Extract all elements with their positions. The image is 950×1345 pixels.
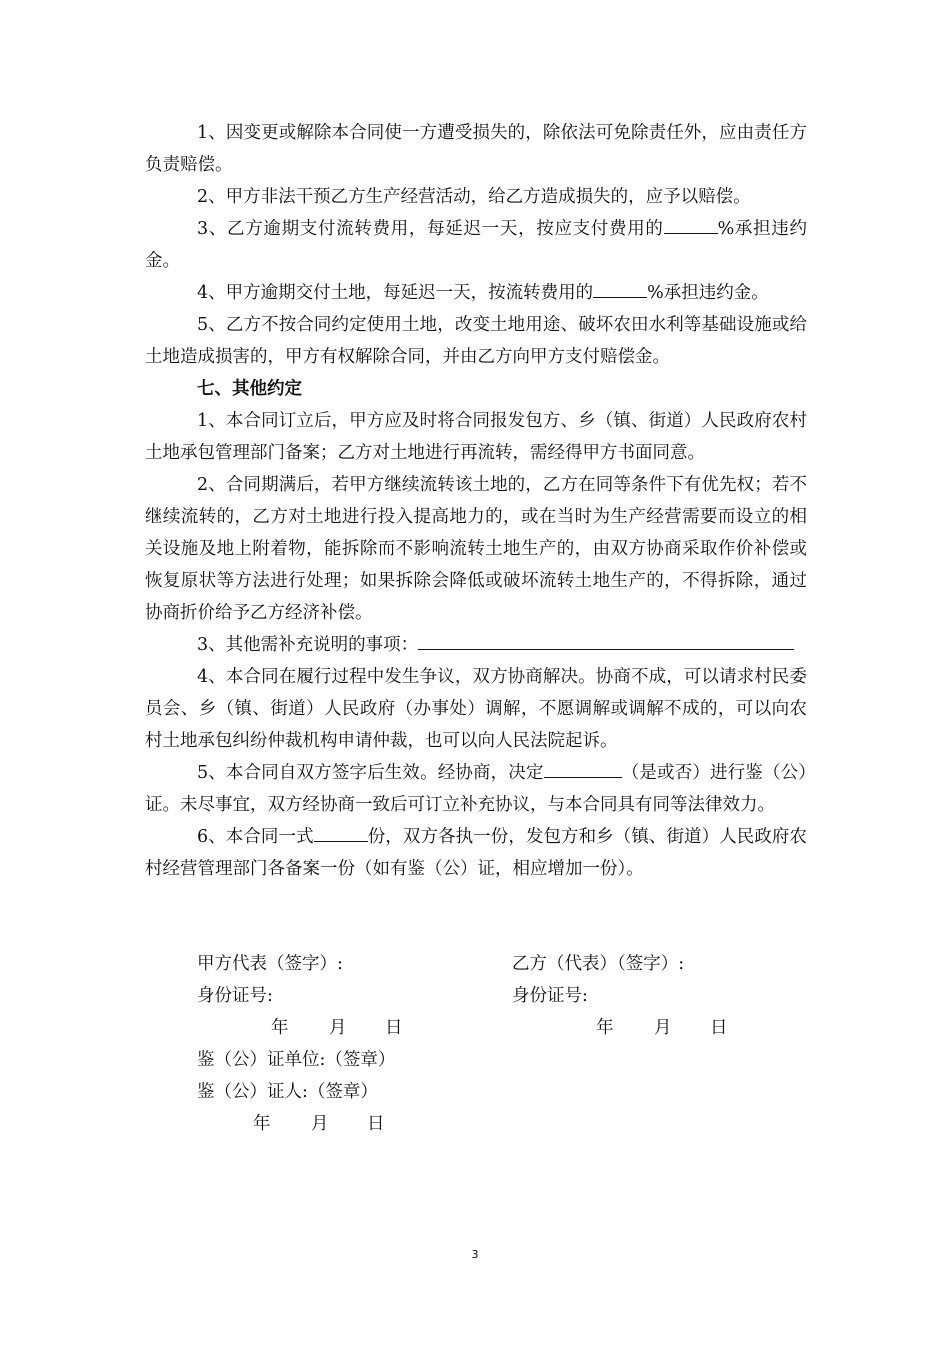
liability-item-3	[145, 213, 807, 277]
liability-item-1: 1、因变更或解除本合同使一方遭受损失的，除依法可免除责任外，应由责任方负责赔偿。	[145, 123, 807, 175]
notary-unit-label: 鉴（公）证单位:（签章）	[197, 1050, 396, 1070]
other-item-2: 2、合同期满后，若甲方继续流转该土地的，乙方在同等条件下有优先权；若不继续流转的，乙方对土地进行投入提高地力的，或在当时为生产经营需要而设立的相关设施及地上附着物，能拆除而不影响流转土地生产的，由双方协商采取作价补偿或恢复原状等方法进行处理；如果拆除会降低或破坏流转土地生产的，不得拆除，通过协商折价给予乙方经济补偿。	[145, 475, 807, 623]
other-item-3-text: 3、其他需补充说明的事项：	[197, 635, 419, 655]
notary-person-label: 鉴（公）证人:（签章）	[197, 1082, 378, 1102]
year-label: 年	[271, 1018, 289, 1038]
liability-item-4-text-a: 4、甲方逾期交付土地，每延迟一天，按流转费用的	[197, 283, 594, 303]
copies-count-blank[interactable]	[314, 822, 368, 842]
party-b-id-label: 身份证号:	[512, 986, 588, 1006]
month-label: 月	[311, 1114, 329, 1134]
penalty-rate-blank-b[interactable]	[664, 214, 718, 234]
liability-item-2: 2、甲方非法干预乙方生产经营活动，给乙方造成损失的，应予以赔偿。	[197, 187, 751, 207]
day-label: 日	[385, 1018, 403, 1038]
other-item-6	[145, 821, 807, 885]
page-number: 3	[471, 1248, 479, 1261]
liability-item-5: 5、乙方不按合同约定使用土地，改变土地用途、破坏农田水利等基础设施或给土地造成损害的，甲方有权解除合同，并由乙方向甲方支付赔偿金。	[145, 315, 807, 367]
notarization-choice-blank[interactable]	[544, 758, 622, 778]
penalty-rate-blank-a[interactable]	[593, 278, 647, 298]
party-a-date	[271, 1012, 403, 1044]
other-item-1: 1、本合同订立后，甲方应及时将合同报发包方、乡（镇、街道）人民政府农村土地承包管理部门备案；乙方对土地进行再流转，需经得甲方书面同意。	[145, 411, 807, 463]
other-item-3	[145, 629, 807, 661]
day-label: 日	[367, 1114, 385, 1134]
liability-item-3-text-b: %承担违约金。	[145, 219, 807, 271]
year-label: 年	[596, 1018, 614, 1038]
liability-item-4-text-b: %承担违约金。	[647, 283, 769, 303]
section-7-heading: 七、其他约定	[197, 379, 302, 399]
liability-item-4	[145, 277, 807, 309]
day-label: 日	[710, 1018, 728, 1038]
year-label: 年	[253, 1114, 271, 1134]
party-b-signature-label: 乙方（代表）（签字）:	[512, 954, 685, 974]
other-item-6-text-b: 份，双方各执一份，发包方和乡（镇、街道）人民政府农村经营管理部门各备案一份（如有鉴（公）证，相应增加一份）。	[145, 827, 807, 879]
other-item-6-text-a: 6、本合同一式	[197, 827, 314, 847]
other-item-4: 4、本合同在履行过程中发生争议，双方协商解决。协商不成，可以请求村民委员会、乡（镇、街道）人民政府（办事处）调解，不愿调解或调解不成的，可以向农村土地承包纠纷仲裁机构申请仲裁，也可以向人民法院起诉。	[145, 667, 807, 751]
other-item-5-text-a: 5、本合同自双方签字后生效。经协商，决定	[197, 763, 544, 783]
party-a-id-label: 身份证号:	[197, 986, 273, 1006]
other-item-5	[145, 757, 807, 821]
liability-item-3-text-a: 3、乙方逾期支付流转费用，每延迟一天，按应支付费用的	[197, 219, 664, 239]
month-label: 月	[329, 1018, 347, 1038]
notary-date	[253, 1108, 385, 1140]
supplementary-matters-blank[interactable]	[418, 630, 794, 650]
party-b-date	[596, 1012, 728, 1044]
party-a-signature-label: 甲方代表（签字）:	[197, 954, 343, 974]
other-item-5-text-b: （是或否）进行鉴（公）证。未尽事宜，双方经协商一致后可订立补充协议，与本合同具有同等法律效力。	[145, 763, 807, 815]
month-label: 月	[654, 1018, 672, 1038]
contract-body	[145, 117, 807, 885]
